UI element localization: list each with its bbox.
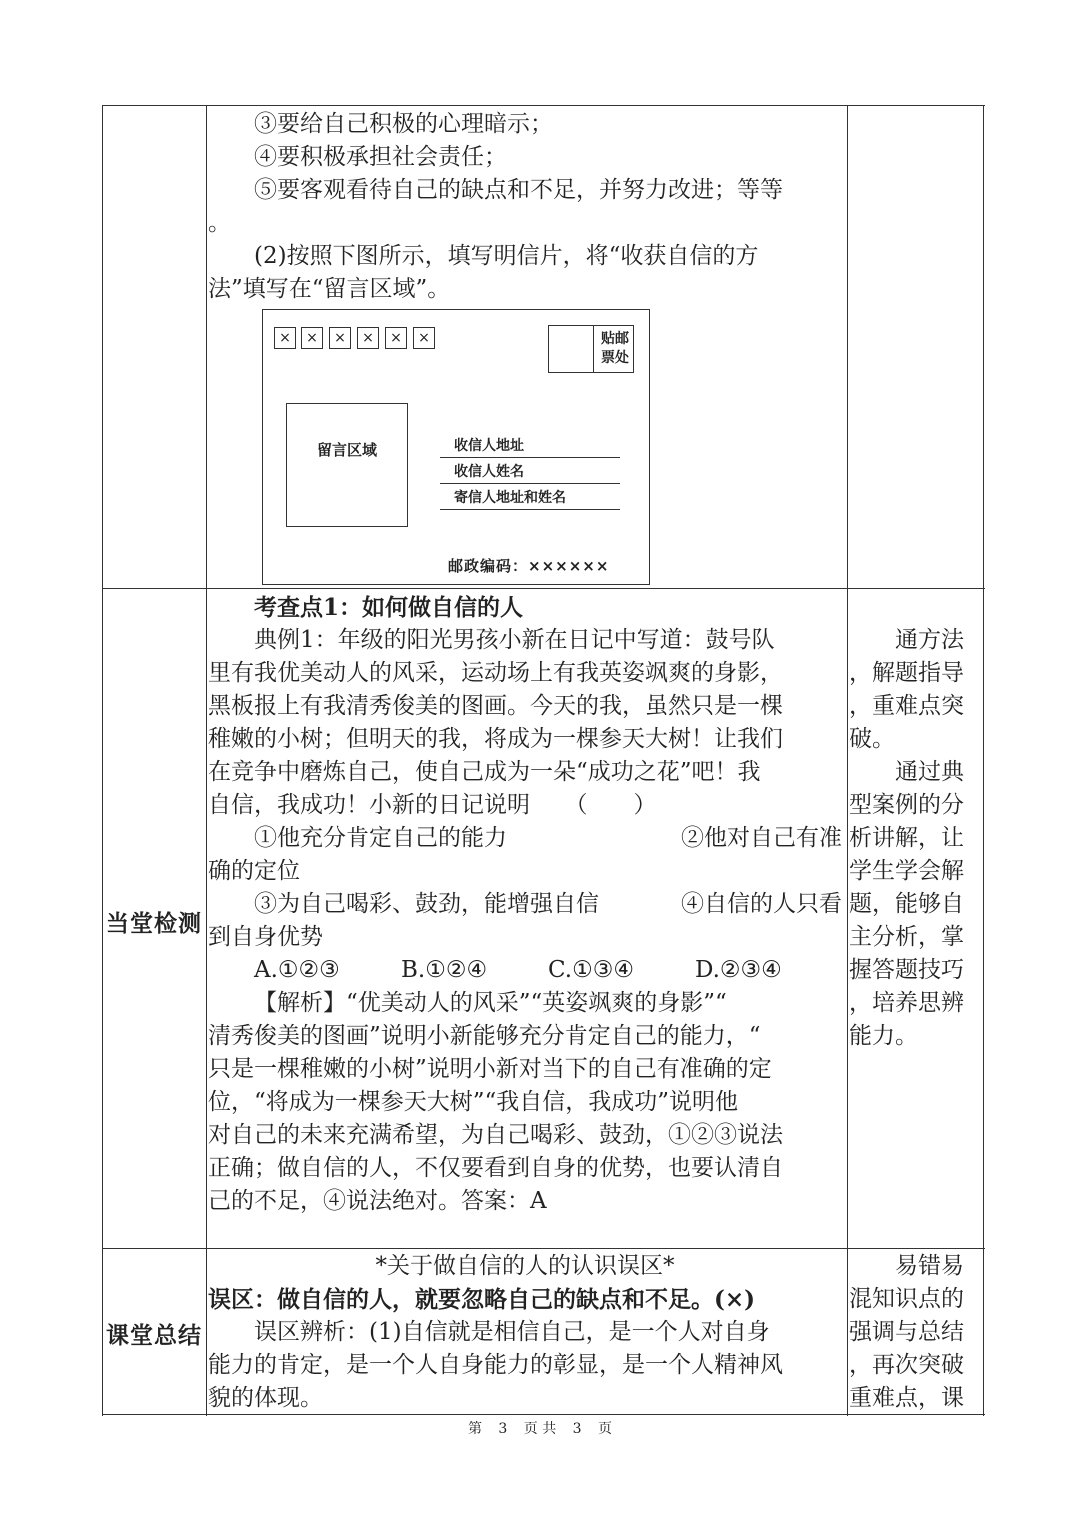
note-line: 题，能够自	[849, 891, 964, 917]
footer-total: 3	[572, 1421, 582, 1437]
analysis-line: 对自己的未来充满希望，为自己喝彩、鼓劲，①②③说法	[208, 1122, 783, 1148]
postcard-diagram	[262, 309, 650, 585]
text-line: 法”填写在“留言区域”。	[208, 276, 451, 302]
note-line: 析讲解，让	[849, 825, 964, 851]
analysis-line: 位，“将成为一棵参天大树”“我自信，我成功”说明他	[208, 1089, 739, 1115]
choice-b: B.①②④	[401, 957, 488, 983]
note-line: ，再次突破	[849, 1352, 964, 1378]
row-divider-2	[102, 1248, 985, 1249]
section2-notes	[849, 624, 981, 1053]
section-heading: 考查点1：如何做自信的人	[254, 594, 524, 621]
note-line: ，解题指导	[849, 660, 964, 686]
note-line: 强调与总结	[849, 1319, 964, 1345]
option-text: ①他充分肯定自己的能力	[254, 825, 507, 851]
note-line: 主分析，掌	[849, 924, 964, 950]
message-area	[286, 403, 408, 527]
footer-page-number: 3	[498, 1421, 508, 1437]
stamp-area	[548, 325, 634, 373]
text-line: 能力的肯定，是一个人自身能力的彰显，是一个人精神风	[208, 1352, 783, 1378]
analysis-line: 【解析】“优美动人的风采”“英姿飒爽的身影”“	[254, 990, 727, 1016]
option-text: ④自信的人只看	[681, 891, 842, 917]
postcode-label: 邮政编码：××××××	[448, 557, 610, 575]
lesson-table	[102, 105, 985, 1416]
option-row	[208, 888, 842, 921]
table-border-right	[983, 105, 984, 1416]
section2-content	[208, 591, 842, 1218]
text-line: 黑板报上有我清秀俊美的图画。今天的我，虽然只是一棵	[208, 693, 783, 719]
postcode-box: ×	[274, 327, 296, 349]
row-divider-1	[102, 588, 985, 589]
page-footer	[0, 1418, 1080, 1438]
note-line: ，重难点突	[849, 693, 964, 719]
misconception: 误区：做自信的人，就要忽略自己的缺点和不足。(×)	[208, 1286, 756, 1313]
text-line: 典例1：年级的阳光男孩小新在日记中写道：鼓号队	[254, 627, 775, 653]
option-text: ③为自己喝彩、鼓劲，能增强自信	[254, 891, 599, 917]
address-line	[440, 485, 620, 510]
analysis-line: 正确；做自信的人，不仅要看到自身的优势，也要认清自	[208, 1155, 783, 1181]
text-line: 到自身优势	[208, 924, 323, 950]
address-line	[440, 433, 620, 458]
choice-d: D.②③④	[695, 957, 782, 983]
summary-title: *关于做自信的人的认识误区*	[375, 1253, 675, 1279]
note-line: 破。	[849, 726, 895, 752]
text-line: ⑤要客观看待自己的缺点和不足，并努力改进；等等	[254, 177, 783, 203]
footer-mid: 页 共	[523, 1421, 557, 1437]
postcode-box: ×	[301, 327, 323, 349]
text-line: 在竞争中磨炼自己，使自己成为一朵“成功之花”吧！我	[208, 759, 761, 785]
note-line: 重难点，课	[849, 1385, 964, 1411]
note-line: 学生学会解	[849, 858, 964, 884]
note-line: ，培养思辨	[849, 990, 964, 1016]
option-row	[208, 822, 842, 855]
text-line: 貌的体现。	[208, 1385, 323, 1411]
postcode-box: ×	[357, 327, 379, 349]
note-line: 易错易	[895, 1253, 964, 1279]
note-line: 通过典	[895, 759, 964, 785]
text-line: 里有我优美动人的风采，运动场上有我英姿飒爽的身影，	[208, 660, 783, 686]
section-label-check: 当堂检测	[106, 911, 202, 937]
note-line: 型案例的分	[849, 792, 964, 818]
text-line: 自信，我成功！小新的日记说明 （ ）	[208, 792, 657, 818]
section3-content	[208, 1250, 842, 1415]
table-border-top	[102, 105, 985, 106]
note-line: 握答题技巧	[849, 957, 964, 983]
text-line: 确的定位	[208, 858, 300, 884]
postcode-box: ×	[329, 327, 351, 349]
sender-label: 寄信人地址和姓名	[454, 490, 566, 506]
footer-prefix: 第	[467, 1421, 482, 1437]
text-line: 误区辨析：(1)自信就是相信自己，是一个人对自身	[254, 1319, 770, 1345]
section3-notes	[849, 1250, 981, 1415]
answer-choices	[208, 954, 842, 987]
note-line: 通方法	[895, 627, 964, 653]
choice-c: C.①③④	[548, 957, 634, 983]
postcode-box: ×	[385, 327, 407, 349]
postcode-box: ×	[413, 327, 435, 349]
message-label: 留言区域	[316, 441, 377, 459]
option-text: ②他对自己有准	[681, 825, 842, 851]
text-line: (2)按照下图所示，填写明信片，将“收获自信的方	[254, 243, 759, 269]
address-line	[440, 459, 620, 484]
analysis-line: 只是一棵稚嫩的小树”说明小新对当下的自己有准确的定	[208, 1056, 772, 1082]
stamp-label: 贴邮票处	[601, 331, 629, 366]
choice-a: A.①②③	[254, 957, 340, 983]
analysis-line: 清秀俊美的图画”说明小新能够充分肯定自己的能力，“	[208, 1023, 761, 1049]
footer-suffix: 页	[598, 1421, 613, 1437]
recipient-name-label: 收信人姓名	[454, 464, 524, 480]
analysis-line: 己的不足，④说法绝对。答案：A	[208, 1188, 547, 1214]
stamp-divider	[593, 326, 594, 372]
text-line: 稚嫩的小树；但明天的我，将成为一棵参天大树！让我们	[208, 726, 783, 752]
table-divider-2	[847, 105, 848, 1416]
note-line: 能力。	[849, 1023, 918, 1049]
text-line: 。	[208, 210, 231, 236]
text-line: ③要给自己积极的心理暗示；	[254, 111, 553, 137]
table-border-left	[102, 105, 103, 1416]
text-line: ④要积极承担社会责任；	[254, 144, 507, 170]
note-line: 混知识点的	[849, 1286, 964, 1312]
table-divider-1	[206, 105, 207, 1416]
section-label-summary: 课堂总结	[106, 1323, 202, 1349]
section1-content	[208, 108, 842, 306]
recipient-address-label: 收信人地址	[454, 438, 524, 454]
